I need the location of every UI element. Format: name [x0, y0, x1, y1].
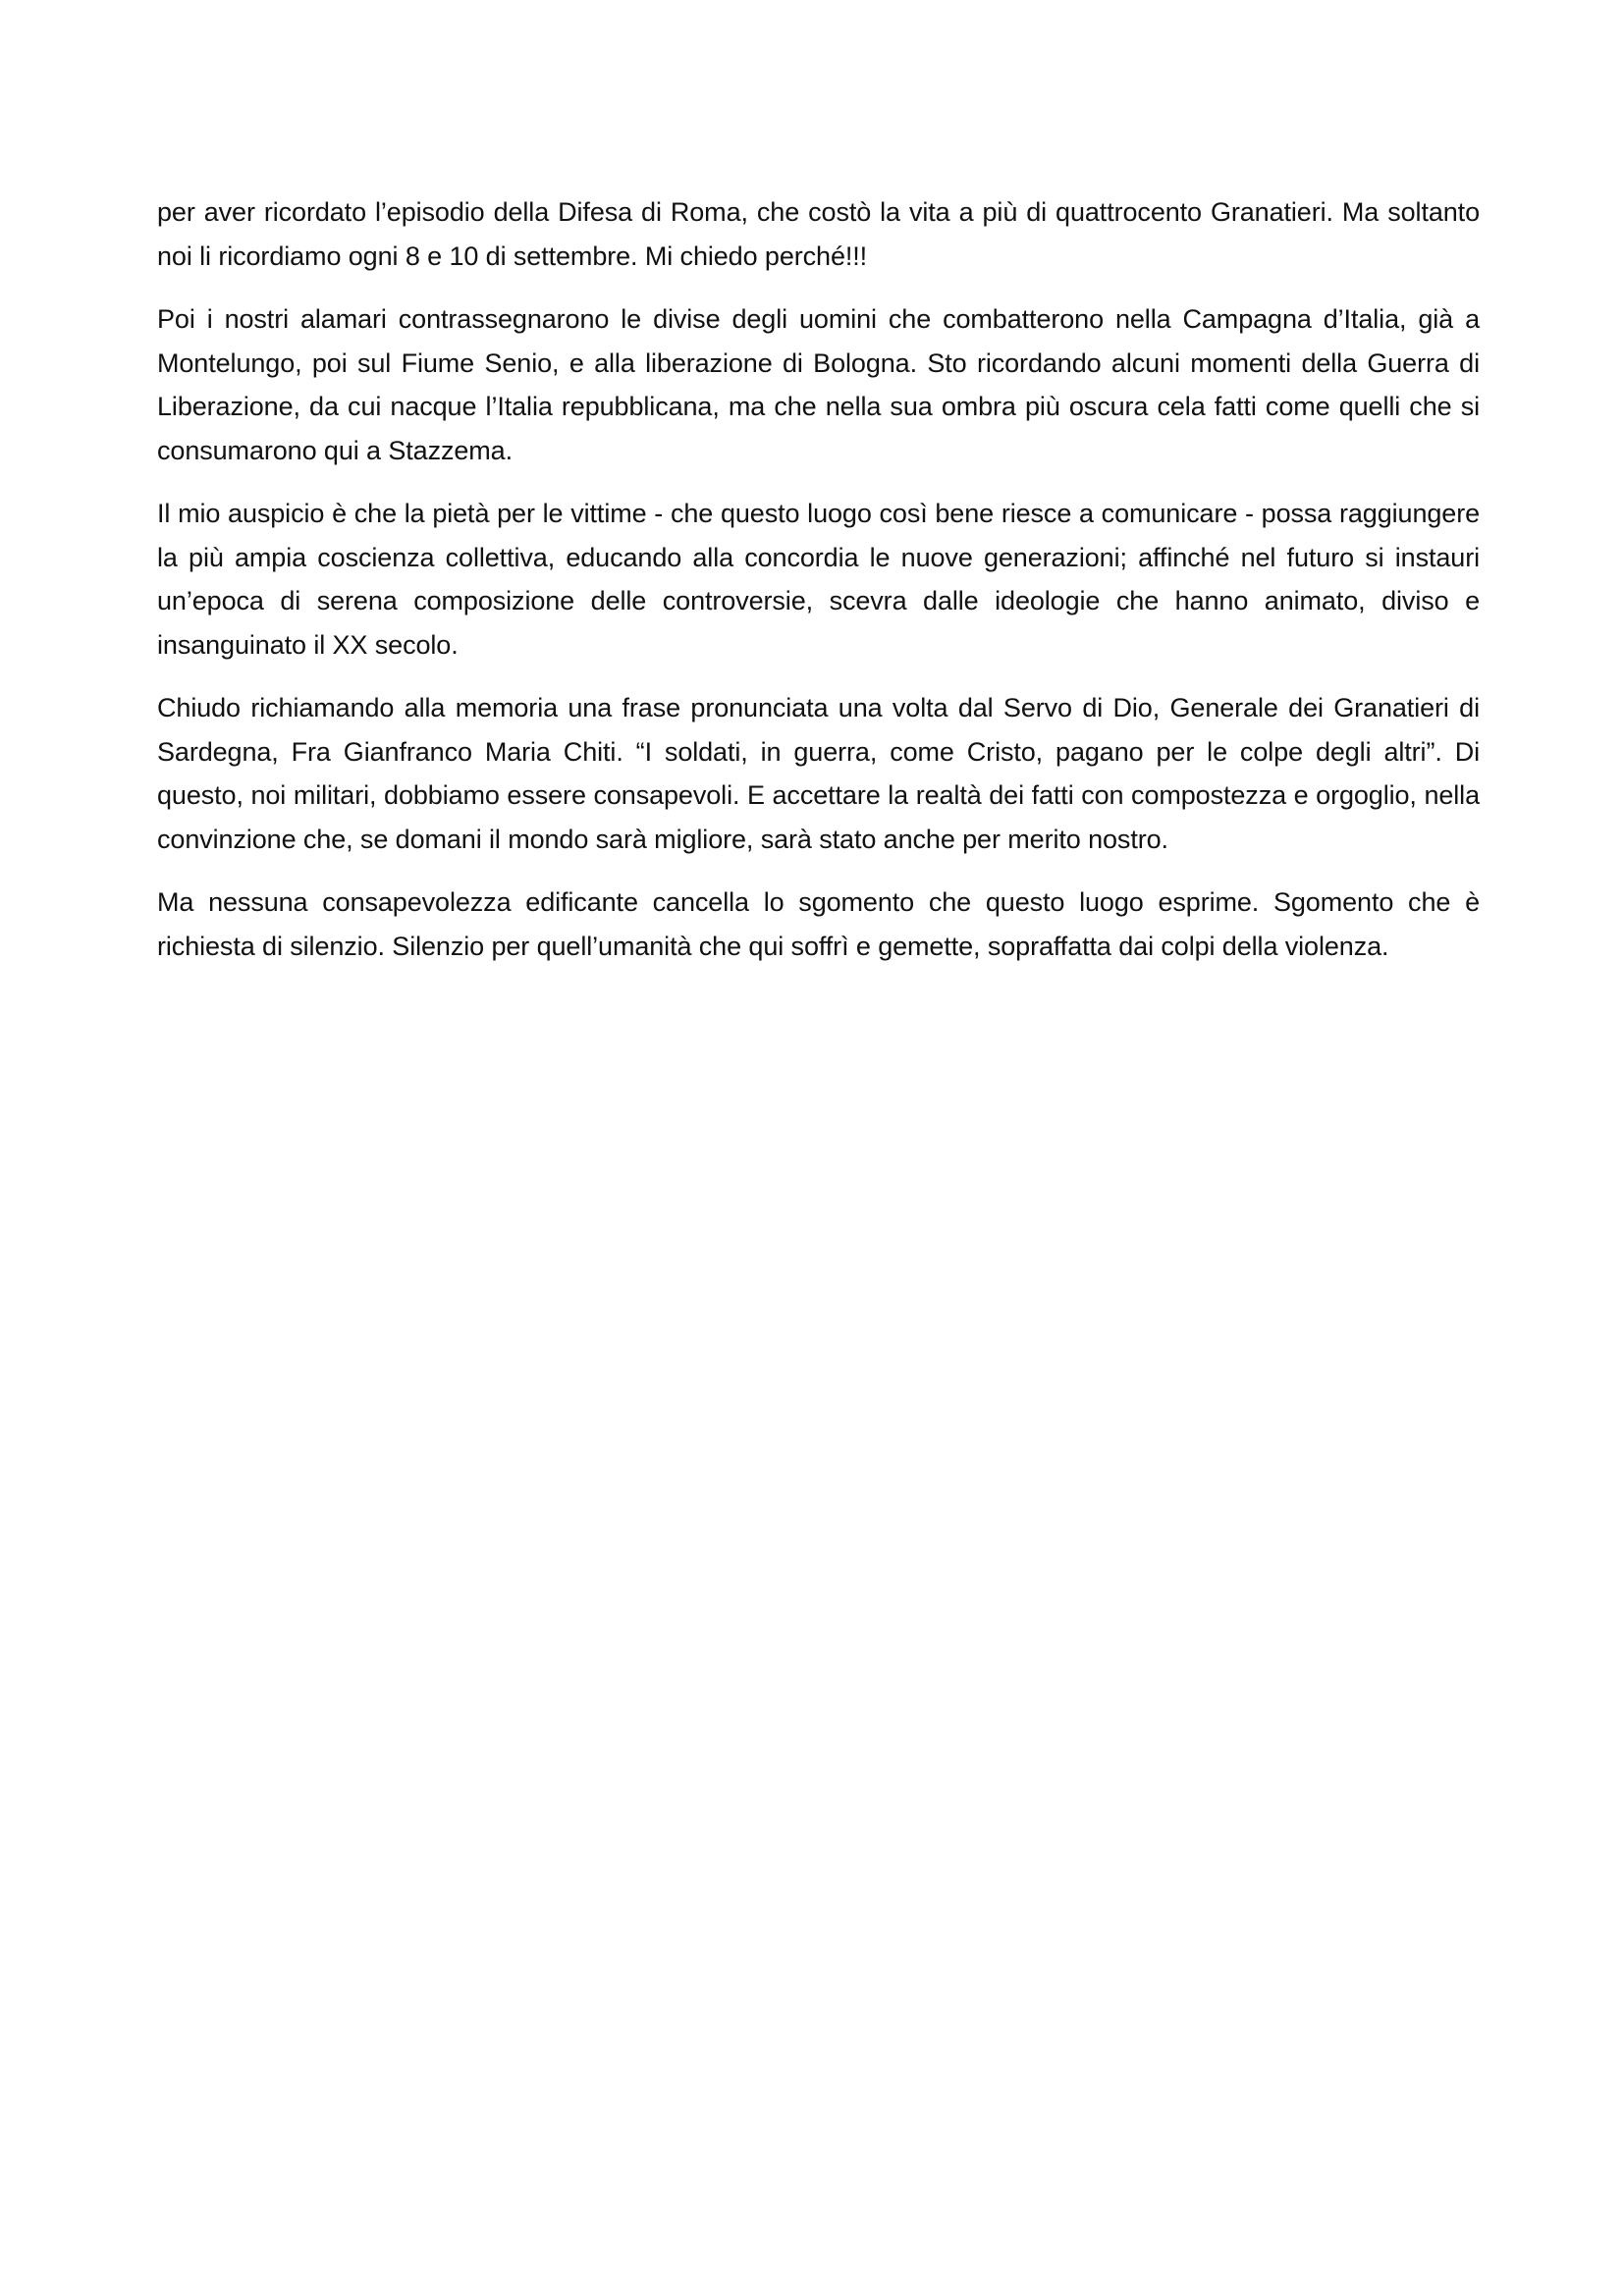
paragraph-difesa-di-roma: per aver ricordato l’episodio della Difesa di Roma, che costò la vita a più di quattrocento Granatieri. Ma soltanto noi li ricordiamo ogni 8 e 10 di settembre. Mi chiedo perché!!! [157, 197, 1480, 271]
paragraph-sgomento: Ma nessuna consapevolezza edificante cancella lo sgomento che questo luogo esprime. Sgomento che è richiesta di silenzio. Silenzio per quell’umanità che qui soffrì e gemette, sopraffatta dai colpi della violenza. [157, 887, 1480, 961]
paragraph-chiti-quote: Chiudo richiamando alla memoria una frase pronunciata una volta dal Servo di Dio, Generale dei Granatieri di Sardegna, Fra Gianfranco Maria Chiti. “I soldati, in guerra, come Cristo, pagano per le colpe degli altri”. Di questo, noi militari, dobbiamo essere consapevoli. E accettare la realtà dei fatti con compostezza e orgoglio, nella convinzione che, se domani il mondo sarà migliore, sarà stato anche per merito nostro. [157, 693, 1480, 854]
document-body [157, 190, 1480, 988]
paragraph-campagna-d-italia: Poi i nostri alamari contrassegnarono le divise degli uomini che combatterono nella Campagna d’Italia, già a Montelungo, poi sul Fiume Senio, e alla liberazione di Bologna. Sto ricordando alcuni momenti della Guerra di Liberazione, da cui nacque l’Italia repubblicana, ma che nella sua ombra più oscura cela fatti come quelli che si consumarono qui a Stazzema. [157, 304, 1480, 465]
paragraph-auspicio: Il mio auspicio è che la pietà per le vittime - che questo luogo così bene riesce a comunicare - possa raggiungere la più ampia coscienza collettiva, educando alla concordia le nuove generazioni; affinché nel futuro si instauri un’epoca di serena composizione delle controversie, scevra dalle ideologie che hanno animato, diviso e insanguinato il XX secolo. [157, 499, 1480, 660]
